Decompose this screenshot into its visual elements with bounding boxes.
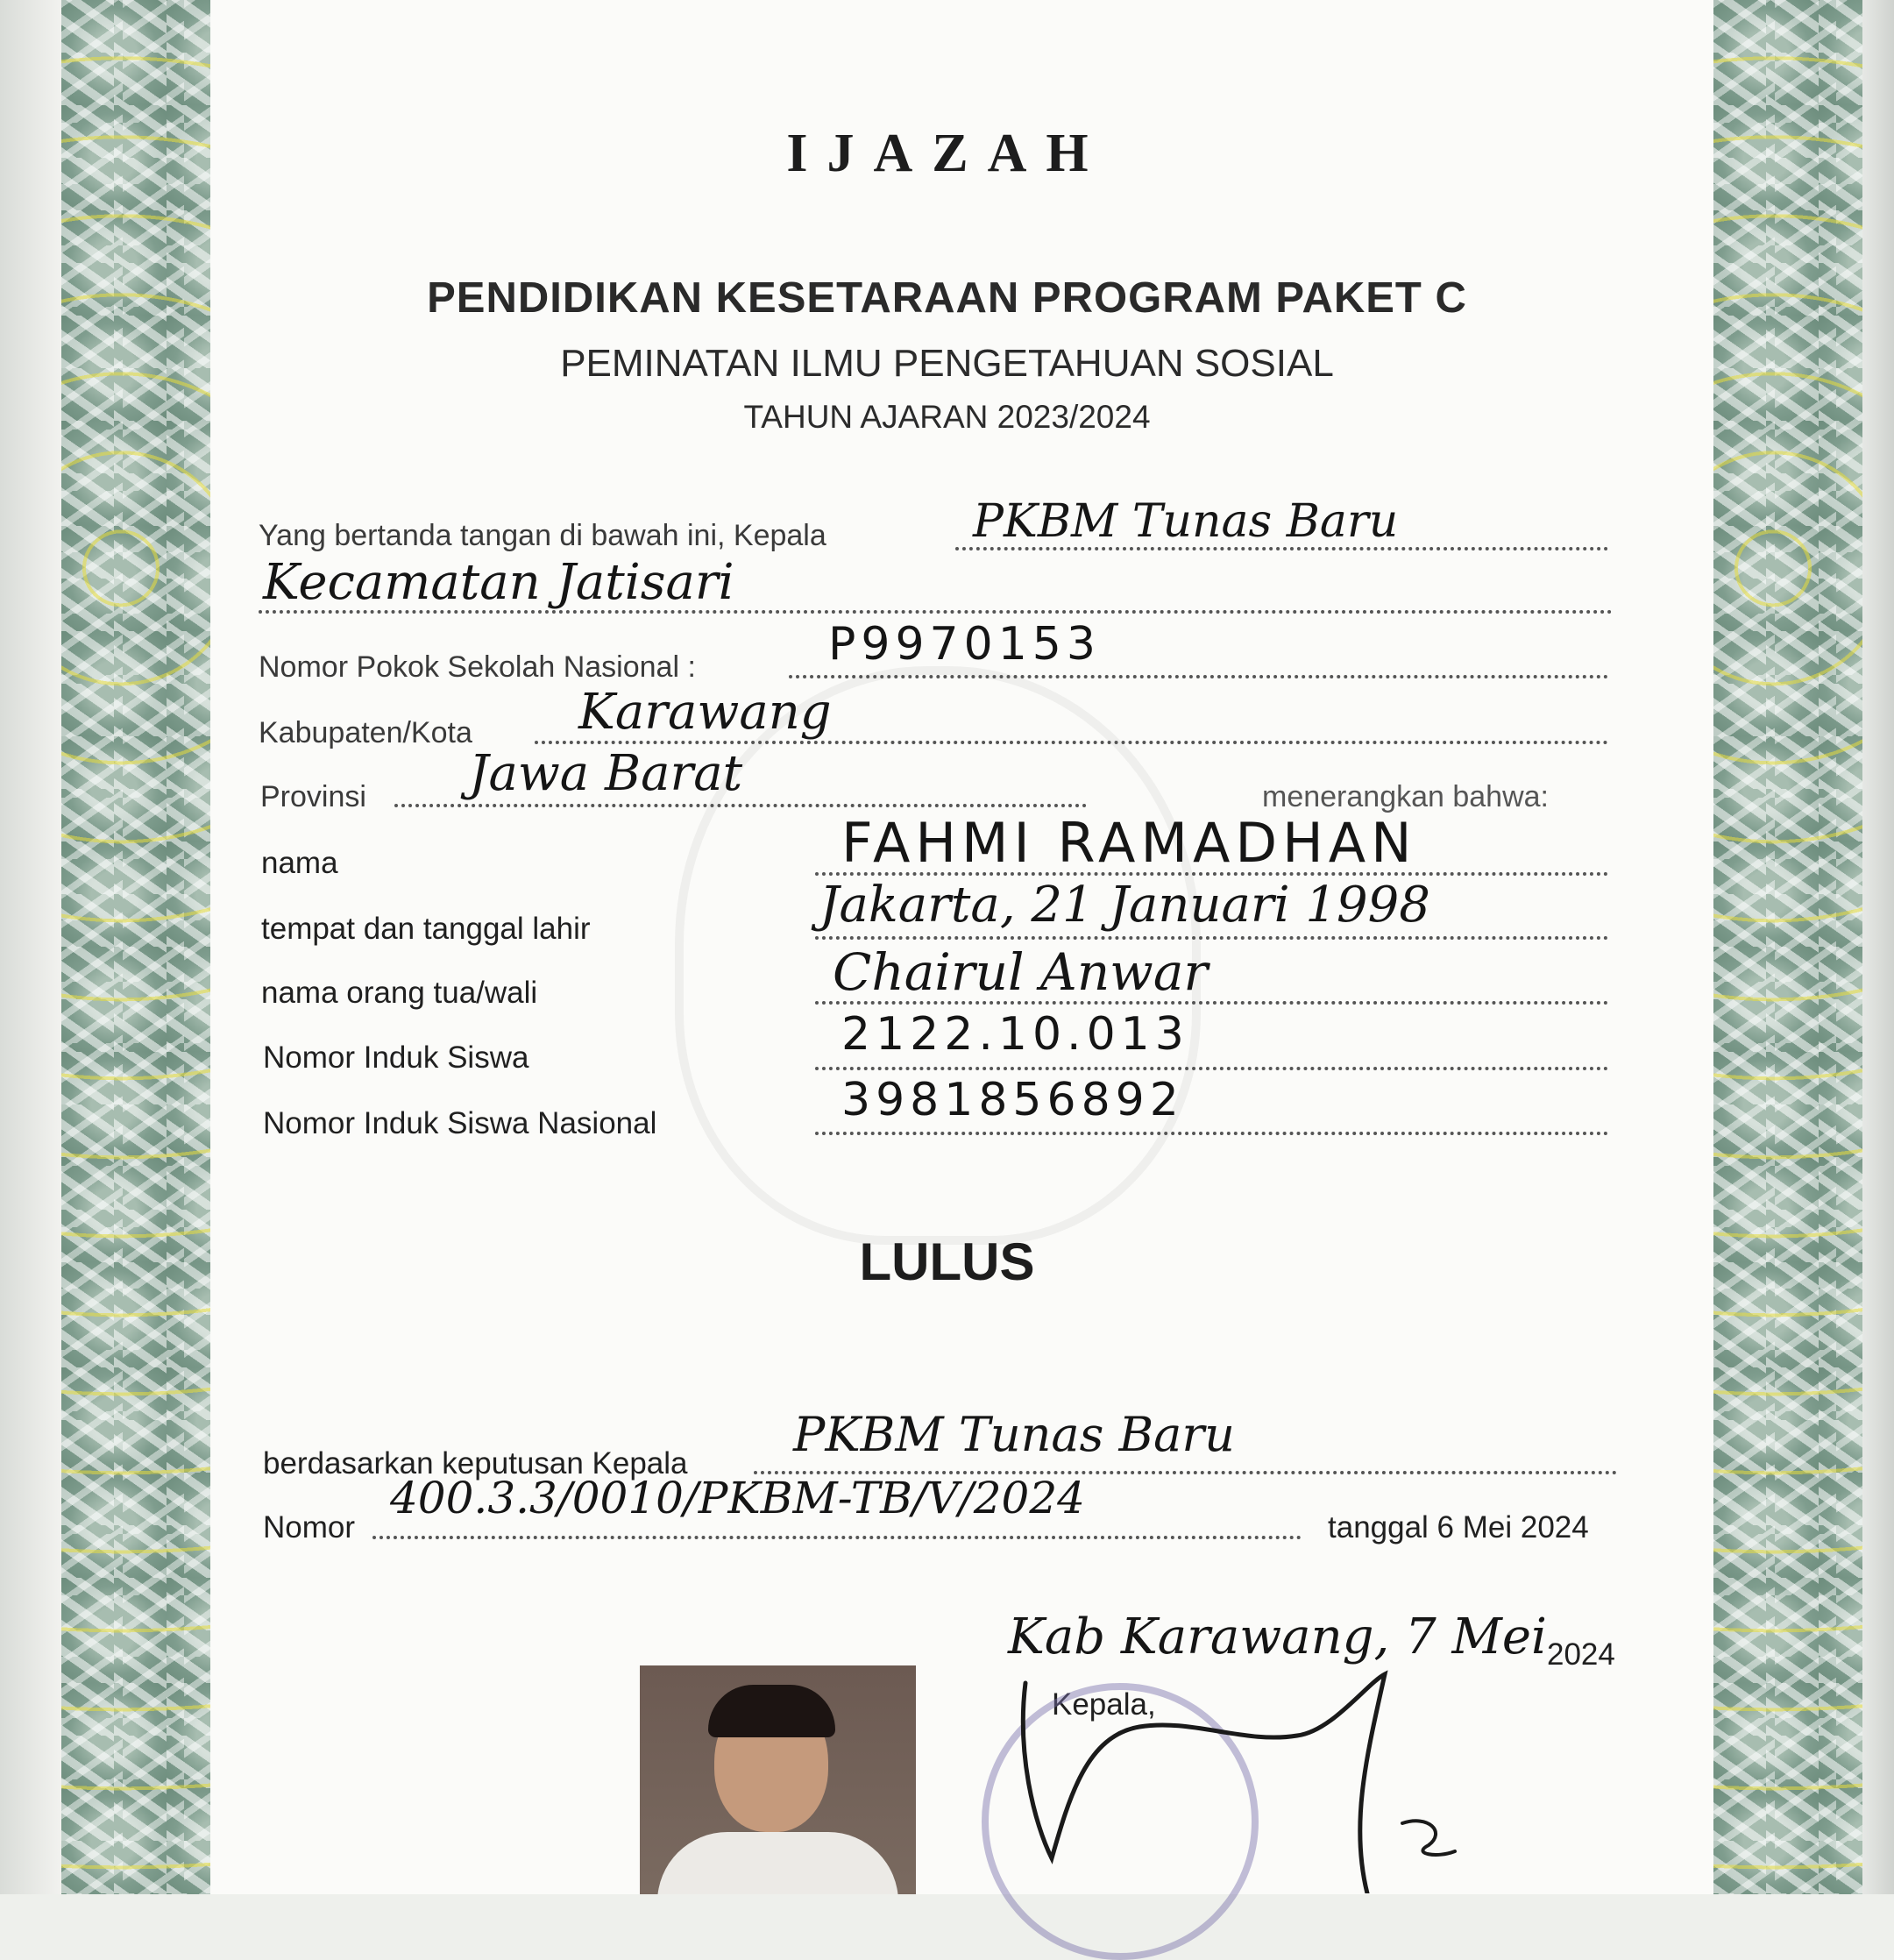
dotted-line: [815, 1132, 1608, 1135]
parent-handwritten: Chairul Anwar: [833, 942, 1209, 1002]
academic-year: TAHUN AJARAN 2023/2024: [743, 399, 1151, 435]
nisn-label: Nomor Induk Siswa Nasional: [263, 1106, 657, 1140]
dotted-line: [372, 1536, 1302, 1539]
photo-shirt: [657, 1832, 898, 1894]
principal-signature: [1017, 1648, 1472, 1893]
dotted-line: [535, 741, 1608, 744]
declares-text: menerangkan bahwa:: [1262, 780, 1550, 813]
student-name-handwritten: FAHMI RAMADHAN: [841, 811, 1417, 875]
signing-place-handwritten: Kab Karawang, 7 Mei: [1008, 1608, 1547, 1665]
decision-date: tanggal 6 Mei 2024: [1328, 1510, 1589, 1545]
birth-label: tempat dan tanggal lahir: [261, 912, 591, 946]
name-label: nama: [261, 846, 338, 880]
dotted-line: [815, 936, 1608, 940]
regency-label: Kabupaten/Kota: [259, 716, 472, 749]
intro-label: Yang bertanda tangan di bawah ini, Kepala: [259, 519, 826, 552]
program-heading: PENDIDIKAN KESETARAAN PROGRAM PAKET C: [427, 274, 1467, 322]
basis-institution-handwritten: PKBM Tunas Baru: [793, 1407, 1235, 1462]
photo-hair: [708, 1685, 835, 1737]
parent-label: nama orang tua/wali: [261, 976, 538, 1010]
student-photo: [640, 1665, 916, 1894]
nis-handwritten: 2122.10.013: [841, 1008, 1189, 1061]
nis-label: Nomor Induk Siswa: [263, 1040, 529, 1075]
dotted-line: [789, 675, 1608, 678]
dotted-line: [815, 1067, 1608, 1070]
certificate-title: IJAZAH: [786, 124, 1108, 183]
npsn-handwritten: P9970153: [828, 618, 1101, 671]
signer-role: Kepala,: [1052, 1687, 1156, 1722]
institution-handwritten: PKBM Tunas Baru: [973, 495, 1399, 548]
district-handwritten: Kecamatan Jatisari: [263, 554, 734, 611]
dotted-line: [394, 804, 1087, 807]
decision-number-handwritten: 400.3.3/0010/PKBM-TB/V/2024: [390, 1473, 1085, 1523]
npsn-label: Nomor Pokok Sekolah Nasional :: [259, 650, 696, 684]
basis-label: berdasarkan keputusan Kepala: [263, 1446, 688, 1481]
birth-handwritten: Jakarta, 21 Januari 1998: [819, 877, 1430, 934]
regency-handwritten: Karawang: [578, 684, 832, 741]
number-label: Nomor: [263, 1510, 356, 1545]
nisn-handwritten: 3981856892: [841, 1074, 1184, 1126]
province-handwritten: Jawa Barat: [469, 745, 743, 802]
result-status: LULUS: [859, 1232, 1035, 1291]
signing-year: 2024: [1547, 1637, 1615, 1672]
province-label: Provinsi: [260, 780, 366, 813]
specialization-subheading: PEMINATAN ILMU PENGETAHUAN SOSIAL: [560, 342, 1334, 385]
